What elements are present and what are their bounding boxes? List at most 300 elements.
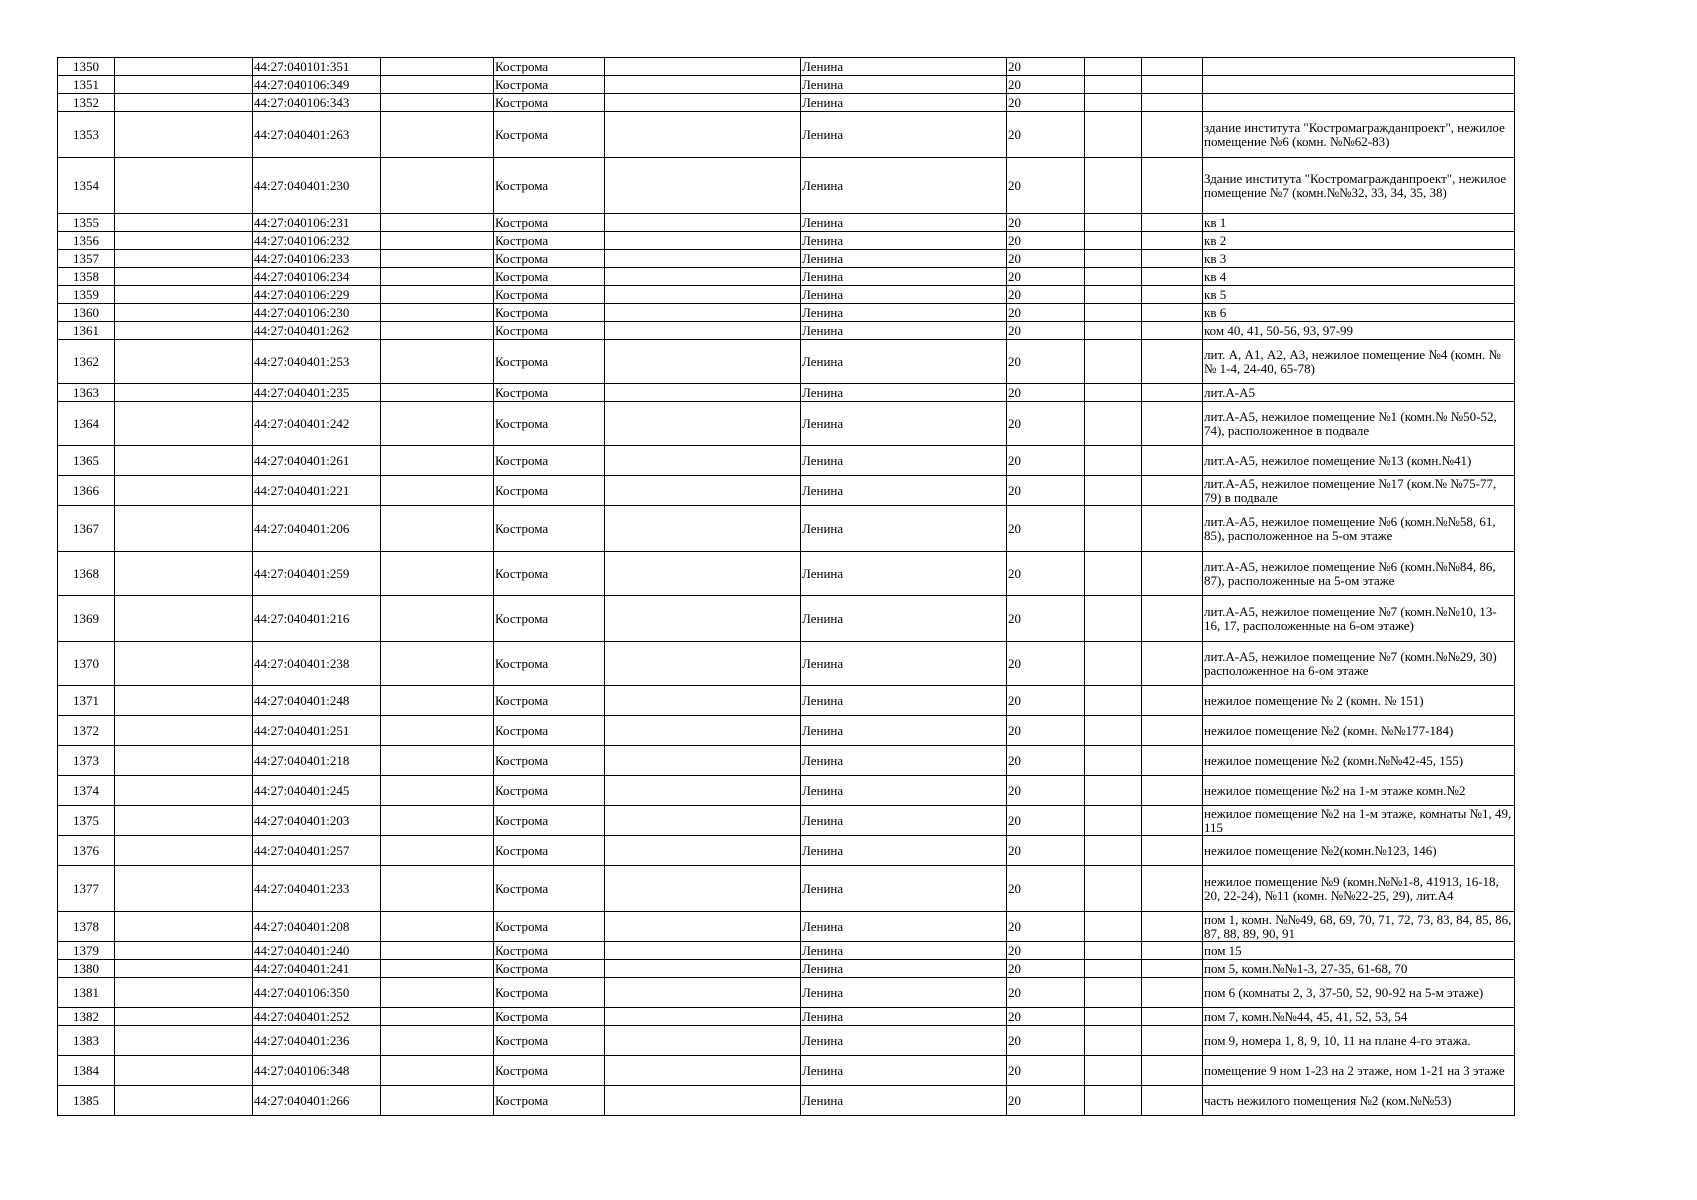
empty-cell — [115, 304, 253, 322]
cadastral-number: 44:27:040401:266 — [253, 1086, 381, 1116]
empty-cell — [1142, 912, 1203, 942]
empty-cell — [381, 304, 494, 322]
empty-cell — [1085, 58, 1142, 76]
row-number: 1367 — [58, 506, 115, 552]
house-cell: 20 — [1007, 978, 1085, 1008]
empty-cell — [1142, 596, 1203, 642]
street-cell: Ленина — [801, 836, 1007, 866]
empty-cell — [1142, 322, 1203, 340]
street-cell: Ленина — [801, 304, 1007, 322]
cadastral-number: 44:27:040106:349 — [253, 76, 381, 94]
city-cell: Кострома — [494, 746, 605, 776]
table-row — [58, 716, 1515, 746]
table-row — [58, 912, 1515, 942]
house-cell: 20 — [1007, 806, 1085, 836]
empty-cell — [1085, 716, 1142, 746]
empty-cell — [1142, 978, 1203, 1008]
empty-cell — [1085, 232, 1142, 250]
cadastral-number: 44:27:040106:233 — [253, 250, 381, 268]
row-number: 1350 — [58, 58, 115, 76]
house-cell: 20 — [1007, 836, 1085, 866]
empty-cell — [1085, 552, 1142, 596]
empty-cell — [381, 446, 494, 476]
empty-cell — [115, 686, 253, 716]
empty-cell — [1142, 1056, 1203, 1086]
description-cell: лит.А-А5, нежилое помещение №6 (комн.№№58, 61, 85), расположенное на 5-ом этаже — [1203, 506, 1515, 552]
empty-cell — [381, 806, 494, 836]
empty-cell — [1142, 76, 1203, 94]
cadastral-number: 44:27:040401:248 — [253, 686, 381, 716]
empty-cell — [115, 250, 253, 268]
description-cell: часть нежилого помещения №2 (ком.№№53) — [1203, 1086, 1515, 1116]
table-row — [58, 76, 1515, 94]
city-cell: Кострома — [494, 112, 605, 158]
row-number: 1360 — [58, 304, 115, 322]
row-number: 1365 — [58, 446, 115, 476]
empty-cell — [115, 506, 253, 552]
city-cell: Кострома — [494, 866, 605, 912]
empty-cell — [381, 716, 494, 746]
cadastral-number: 44:27:040401:257 — [253, 836, 381, 866]
empty-cell — [381, 322, 494, 340]
row-number: 1366 — [58, 476, 115, 506]
table-row — [58, 250, 1515, 268]
table-row — [58, 506, 1515, 552]
table-row — [58, 94, 1515, 112]
table-row — [58, 836, 1515, 866]
table-row — [58, 942, 1515, 960]
street-cell: Ленина — [801, 978, 1007, 1008]
empty-cell — [605, 1008, 801, 1026]
row-number: 1371 — [58, 686, 115, 716]
cadastral-number: 44:27:040106:232 — [253, 232, 381, 250]
empty-cell — [1085, 304, 1142, 322]
empty-cell — [381, 112, 494, 158]
cadastral-number: 44:27:040106:350 — [253, 978, 381, 1008]
street-cell: Ленина — [801, 268, 1007, 286]
cadastral-number: 44:27:040106:231 — [253, 214, 381, 232]
row-number: 1375 — [58, 806, 115, 836]
empty-cell — [1142, 686, 1203, 716]
empty-cell — [381, 1026, 494, 1056]
description-cell: лит.А-А5, нежилое помещение №13 (комн.№41) — [1203, 446, 1515, 476]
empty-cell — [605, 836, 801, 866]
cadastral-number: 44:27:040401:208 — [253, 912, 381, 942]
table-row — [58, 866, 1515, 912]
empty-cell — [115, 960, 253, 978]
cadastral-number: 44:27:040401:218 — [253, 746, 381, 776]
empty-cell — [605, 686, 801, 716]
empty-cell — [605, 642, 801, 686]
description-cell: нежилое помещение №9 (комн.№№1-8, 41913, 16-18, 20, 22-24), №11 (комн. №№22-25, 29), лит.А4 — [1203, 866, 1515, 912]
empty-cell — [381, 232, 494, 250]
cadastral-number: 44:27:040401:203 — [253, 806, 381, 836]
empty-cell — [1142, 1026, 1203, 1056]
description-cell: нежилое помещение № 2 (комн. № 151) — [1203, 686, 1515, 716]
empty-cell — [115, 384, 253, 402]
table-row — [58, 340, 1515, 384]
cadastral-number: 44:27:040401:233 — [253, 866, 381, 912]
description-cell: нежилое помещение №2 на 1-м этаже, комнаты №1, 49, 115 — [1203, 806, 1515, 836]
house-cell: 20 — [1007, 1008, 1085, 1026]
street-cell: Ленина — [801, 746, 1007, 776]
empty-cell — [1142, 112, 1203, 158]
empty-cell — [381, 58, 494, 76]
empty-cell — [1142, 402, 1203, 446]
empty-cell — [381, 642, 494, 686]
empty-cell — [115, 776, 253, 806]
empty-cell — [381, 268, 494, 286]
description-cell: ком 40, 41, 50-56, 93, 97-99 — [1203, 322, 1515, 340]
empty-cell — [1085, 776, 1142, 806]
row-number: 1385 — [58, 1086, 115, 1116]
row-number: 1372 — [58, 716, 115, 746]
empty-cell — [1085, 1026, 1142, 1056]
table-row — [58, 476, 1515, 506]
house-cell: 20 — [1007, 866, 1085, 912]
row-number: 1352 — [58, 94, 115, 112]
cadastral-number: 44:27:040401:206 — [253, 506, 381, 552]
empty-cell — [605, 250, 801, 268]
cadastral-number: 44:27:040401:245 — [253, 776, 381, 806]
empty-cell — [381, 94, 494, 112]
table-row — [58, 1086, 1515, 1116]
empty-cell — [115, 322, 253, 340]
empty-cell — [1142, 1008, 1203, 1026]
description-cell: кв 3 — [1203, 250, 1515, 268]
city-cell: Кострома — [494, 912, 605, 942]
city-cell: Кострома — [494, 596, 605, 642]
empty-cell — [381, 746, 494, 776]
empty-cell — [1085, 746, 1142, 776]
city-cell: Кострома — [494, 506, 605, 552]
empty-cell — [605, 214, 801, 232]
description-cell: кв 2 — [1203, 232, 1515, 250]
table-row — [58, 978, 1515, 1008]
empty-cell — [1085, 942, 1142, 960]
description-cell: здание института "Костромагражданпроект", нежилое помещение №6 (комн. №№62-83) — [1203, 112, 1515, 158]
cadastral-number: 44:27:040106:234 — [253, 268, 381, 286]
empty-cell — [115, 942, 253, 960]
house-cell: 20 — [1007, 506, 1085, 552]
house-cell: 20 — [1007, 1086, 1085, 1116]
empty-cell — [605, 552, 801, 596]
empty-cell — [381, 866, 494, 912]
empty-cell — [1142, 1086, 1203, 1116]
city-cell: Кострома — [494, 268, 605, 286]
house-cell: 20 — [1007, 686, 1085, 716]
street-cell: Ленина — [801, 402, 1007, 446]
empty-cell — [1142, 340, 1203, 384]
empty-cell — [1085, 214, 1142, 232]
table-row — [58, 58, 1515, 76]
empty-cell — [1142, 866, 1203, 912]
empty-cell — [605, 1086, 801, 1116]
row-number: 1382 — [58, 1008, 115, 1026]
empty-cell — [1142, 250, 1203, 268]
description-cell: нежилое помещение №2 (комн. №№177-184) — [1203, 716, 1515, 746]
row-number: 1353 — [58, 112, 115, 158]
empty-cell — [1085, 112, 1142, 158]
cadastral-number: 44:27:040401:261 — [253, 446, 381, 476]
empty-cell — [605, 866, 801, 912]
row-number: 1373 — [58, 746, 115, 776]
empty-cell — [381, 214, 494, 232]
empty-cell — [115, 340, 253, 384]
street-cell: Ленина — [801, 76, 1007, 94]
empty-cell — [1085, 806, 1142, 836]
empty-cell — [381, 158, 494, 214]
row-number: 1374 — [58, 776, 115, 806]
house-cell: 20 — [1007, 58, 1085, 76]
cadastral-number: 44:27:040401:242 — [253, 402, 381, 446]
empty-cell — [1142, 642, 1203, 686]
empty-cell — [115, 746, 253, 776]
empty-cell — [1085, 978, 1142, 1008]
house-cell: 20 — [1007, 552, 1085, 596]
cadastral-number: 44:27:040401:235 — [253, 384, 381, 402]
table-row — [58, 112, 1515, 158]
empty-cell — [381, 1008, 494, 1026]
empty-cell — [115, 806, 253, 836]
row-number: 1378 — [58, 912, 115, 942]
description-cell — [1203, 94, 1515, 112]
empty-cell — [1085, 836, 1142, 866]
table-row — [58, 232, 1515, 250]
cadastral-number: 44:27:040106:343 — [253, 94, 381, 112]
empty-cell — [381, 76, 494, 94]
empty-cell — [605, 232, 801, 250]
house-cell: 20 — [1007, 268, 1085, 286]
empty-cell — [1142, 836, 1203, 866]
cadastral-number: 44:27:040401:240 — [253, 942, 381, 960]
empty-cell — [1142, 214, 1203, 232]
empty-cell — [605, 1056, 801, 1086]
empty-cell — [115, 978, 253, 1008]
city-cell: Кострома — [494, 552, 605, 596]
cadastral-number: 44:27:040401:253 — [253, 340, 381, 384]
city-cell: Кострома — [494, 250, 605, 268]
table-row — [58, 960, 1515, 978]
empty-cell — [605, 716, 801, 746]
cadastral-number: 44:27:040401:236 — [253, 1026, 381, 1056]
description-cell: лит.А-А5, нежилое помещение №7 (комн.№№10, 13-16, 17, расположенные на 6-ом этаже) — [1203, 596, 1515, 642]
description-cell: кв 4 — [1203, 268, 1515, 286]
description-cell: лит. А, А1, А2, А3, нежилое помещение №4 (комн. №№ 1-4, 24-40, 65-78) — [1203, 340, 1515, 384]
description-cell: кв 1 — [1203, 214, 1515, 232]
row-number: 1370 — [58, 642, 115, 686]
street-cell: Ленина — [801, 340, 1007, 384]
registry-table-body — [58, 58, 1515, 1116]
empty-cell — [1085, 322, 1142, 340]
description-cell — [1203, 76, 1515, 94]
description-cell: пом 15 — [1203, 942, 1515, 960]
table-row — [58, 686, 1515, 716]
empty-cell — [115, 268, 253, 286]
row-number: 1381 — [58, 978, 115, 1008]
empty-cell — [381, 402, 494, 446]
table-row — [58, 286, 1515, 304]
house-cell: 20 — [1007, 158, 1085, 214]
empty-cell — [115, 716, 253, 746]
city-cell: Кострома — [494, 836, 605, 866]
description-cell: пом 1, комн. №№49, 68, 69, 70, 71, 72, 73, 83, 84, 85, 86, 87, 88, 89, 90, 91 — [1203, 912, 1515, 942]
table-row — [58, 1008, 1515, 1026]
row-number: 1383 — [58, 1026, 115, 1056]
empty-cell — [115, 642, 253, 686]
street-cell: Ленина — [801, 1086, 1007, 1116]
house-cell: 20 — [1007, 322, 1085, 340]
cadastral-number: 44:27:040106:229 — [253, 286, 381, 304]
empty-cell — [605, 746, 801, 776]
city-cell: Кострома — [494, 806, 605, 836]
house-cell: 20 — [1007, 304, 1085, 322]
empty-cell — [1085, 76, 1142, 94]
empty-cell — [115, 1026, 253, 1056]
empty-cell — [115, 402, 253, 446]
empty-cell — [1142, 776, 1203, 806]
house-cell: 20 — [1007, 1026, 1085, 1056]
street-cell: Ленина — [801, 158, 1007, 214]
empty-cell — [115, 94, 253, 112]
empty-cell — [605, 402, 801, 446]
house-cell: 20 — [1007, 286, 1085, 304]
empty-cell — [1142, 94, 1203, 112]
description-cell: лит.А-А5, нежилое помещение №17 (ком.№ №75-77, 79) в подвале — [1203, 476, 1515, 506]
empty-cell — [1142, 58, 1203, 76]
house-cell: 20 — [1007, 232, 1085, 250]
empty-cell — [605, 960, 801, 978]
empty-cell — [1085, 476, 1142, 506]
empty-cell — [381, 250, 494, 268]
city-cell: Кострома — [494, 776, 605, 806]
empty-cell — [381, 686, 494, 716]
city-cell: Кострома — [494, 76, 605, 94]
row-number: 1358 — [58, 268, 115, 286]
empty-cell — [115, 232, 253, 250]
city-cell: Кострома — [494, 214, 605, 232]
city-cell: Кострома — [494, 340, 605, 384]
cadastral-number: 44:27:040106:348 — [253, 1056, 381, 1086]
house-cell: 20 — [1007, 1056, 1085, 1086]
street-cell: Ленина — [801, 716, 1007, 746]
description-cell: лит.А-А5, нежилое помещение №1 (комн.№ №50-52, 74), расположенное в подвале — [1203, 402, 1515, 446]
empty-cell — [1085, 286, 1142, 304]
street-cell: Ленина — [801, 322, 1007, 340]
city-cell: Кострома — [494, 642, 605, 686]
street-cell: Ленина — [801, 476, 1007, 506]
house-cell: 20 — [1007, 746, 1085, 776]
empty-cell — [1085, 158, 1142, 214]
street-cell: Ленина — [801, 912, 1007, 942]
empty-cell — [1085, 402, 1142, 446]
city-cell: Кострома — [494, 446, 605, 476]
city-cell: Кострома — [494, 232, 605, 250]
empty-cell — [605, 286, 801, 304]
empty-cell — [1085, 686, 1142, 716]
empty-cell — [605, 776, 801, 806]
empty-cell — [1085, 866, 1142, 912]
row-number: 1362 — [58, 340, 115, 384]
empty-cell — [1142, 476, 1203, 506]
empty-cell — [115, 836, 253, 866]
description-cell: пом 9, номера 1, 8, 9, 10, 11 на плане 4-го этажа. — [1203, 1026, 1515, 1056]
empty-cell — [1142, 268, 1203, 286]
city-cell: Кострома — [494, 304, 605, 322]
description-cell: нежилое помещение №2 (комн.№№42-45, 155) — [1203, 746, 1515, 776]
street-cell: Ленина — [801, 642, 1007, 686]
empty-cell — [605, 340, 801, 384]
house-cell: 20 — [1007, 340, 1085, 384]
empty-cell — [605, 304, 801, 322]
table-row — [58, 596, 1515, 642]
house-cell: 20 — [1007, 250, 1085, 268]
table-row — [58, 1026, 1515, 1056]
row-number: 1351 — [58, 76, 115, 94]
street-cell: Ленина — [801, 776, 1007, 806]
empty-cell — [381, 978, 494, 1008]
house-cell: 20 — [1007, 476, 1085, 506]
cadastral-number: 44:27:040401:238 — [253, 642, 381, 686]
table-row — [58, 214, 1515, 232]
street-cell: Ленина — [801, 58, 1007, 76]
city-cell: Кострома — [494, 942, 605, 960]
empty-cell — [1085, 642, 1142, 686]
street-cell: Ленина — [801, 552, 1007, 596]
empty-cell — [115, 866, 253, 912]
empty-cell — [1085, 960, 1142, 978]
empty-cell — [381, 836, 494, 866]
house-cell: 20 — [1007, 716, 1085, 746]
table-row — [58, 158, 1515, 214]
street-cell: Ленина — [801, 1026, 1007, 1056]
city-cell: Кострома — [494, 402, 605, 446]
cadastral-number: 44:27:040401:251 — [253, 716, 381, 746]
cadastral-number: 44:27:040401:263 — [253, 112, 381, 158]
registry-table — [57, 57, 1515, 1116]
city-cell: Кострома — [494, 322, 605, 340]
street-cell: Ленина — [801, 686, 1007, 716]
description-cell: пом 6 (комнаты 2, 3, 37-50, 52, 90-92 на 5-м этаже) — [1203, 978, 1515, 1008]
table-row — [58, 552, 1515, 596]
empty-cell — [1142, 384, 1203, 402]
empty-cell — [605, 1026, 801, 1056]
table-row — [58, 1056, 1515, 1086]
row-number: 1361 — [58, 322, 115, 340]
empty-cell — [1142, 942, 1203, 960]
empty-cell — [605, 112, 801, 158]
empty-cell — [605, 476, 801, 506]
street-cell: Ленина — [801, 806, 1007, 836]
cadastral-number: 44:27:040401:216 — [253, 596, 381, 642]
city-cell: Кострома — [494, 1008, 605, 1026]
cadastral-number: 44:27:040401:259 — [253, 552, 381, 596]
city-cell: Кострома — [494, 686, 605, 716]
empty-cell — [381, 384, 494, 402]
registry-sheet — [57, 57, 1514, 1116]
empty-cell — [381, 476, 494, 506]
cadastral-number: 44:27:040401:262 — [253, 322, 381, 340]
cadastral-number: 44:27:040401:241 — [253, 960, 381, 978]
empty-cell — [1085, 94, 1142, 112]
empty-cell — [1085, 1056, 1142, 1086]
house-cell: 20 — [1007, 776, 1085, 806]
empty-cell — [1085, 446, 1142, 476]
empty-cell — [381, 340, 494, 384]
empty-cell — [115, 1086, 253, 1116]
house-cell: 20 — [1007, 76, 1085, 94]
empty-cell — [115, 552, 253, 596]
